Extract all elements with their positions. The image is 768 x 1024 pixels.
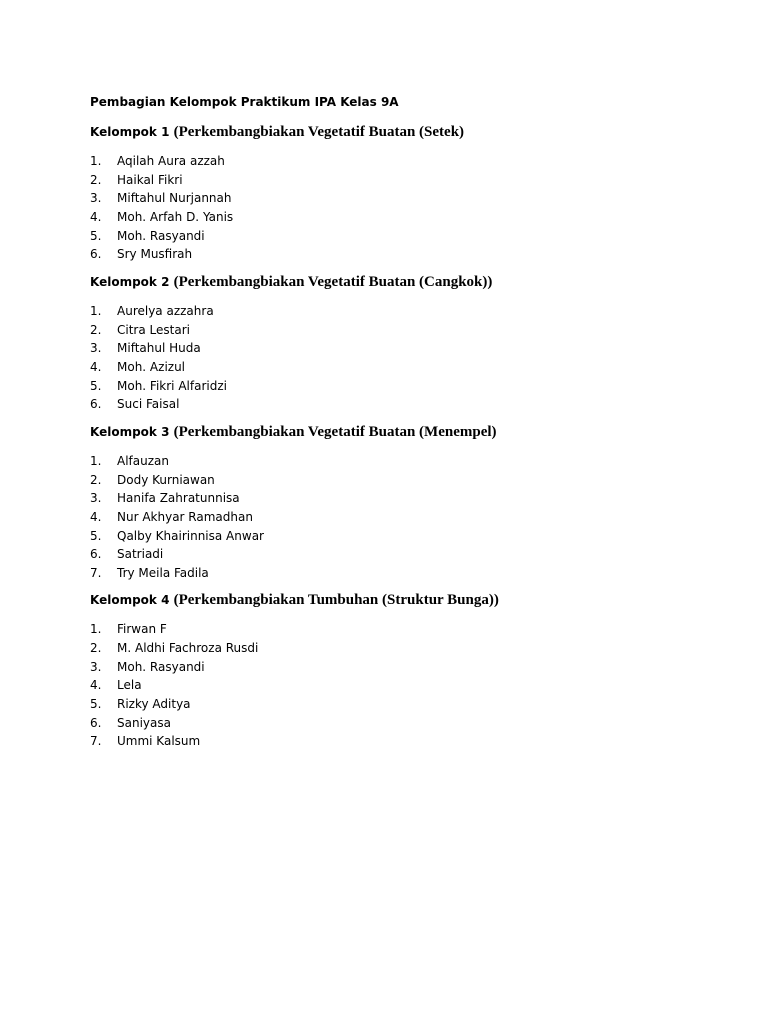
member-number: 5.: [90, 378, 102, 393]
member-name: Haikal Fikri: [117, 172, 183, 187]
member-name: Alfauzan: [117, 453, 169, 468]
member-name: Saniyasa: [117, 715, 171, 730]
member-list-item: [90, 208, 710, 227]
member-number: 2.: [90, 172, 102, 187]
member-list-item: [90, 639, 710, 658]
member-list-item: [90, 245, 710, 264]
member-name: Suci Faisal: [117, 397, 180, 412]
member-number: 1.: [90, 154, 102, 168]
group-topic: (Perkembangbiakan Vegetatif Buatan (Menempel): [173, 423, 497, 440]
member-number: 1.: [90, 303, 102, 318]
member-list: [90, 302, 710, 414]
group-topic: (Perkembangbiakan Tumbuhan (Struktur Bunga)): [173, 592, 499, 609]
member-name: Moh. Rasyandi: [117, 228, 205, 243]
member-list-item: [90, 302, 710, 321]
member-number: 1.: [90, 622, 102, 637]
member-name: Moh. Arfah D. Yanis: [117, 209, 234, 224]
group-section: [90, 272, 710, 414]
member-number: 6.: [90, 247, 102, 262]
group-heading: [90, 272, 710, 292]
member-list-item: [90, 339, 710, 358]
member-number: 2.: [90, 641, 102, 656]
document-body: [90, 94, 710, 751]
group-label: Kelompok 2: [90, 274, 174, 289]
member-number: 2.: [90, 322, 102, 337]
member-number: 7.: [90, 565, 102, 580]
member-list-item: [90, 620, 710, 639]
member-list-item: [90, 377, 710, 396]
member-list-item: [90, 545, 710, 564]
member-name: M. Aldhi Fachroza Rusdi: [117, 641, 259, 656]
member-list: [90, 452, 710, 583]
member-list-item: [90, 489, 710, 508]
member-number: 6.: [90, 397, 102, 412]
member-list-item: [90, 676, 710, 695]
member-name: Miftahul Nurjannah: [117, 191, 232, 206]
member-name: Moh. Fikri Alfaridzi: [117, 378, 227, 393]
member-number: 5.: [90, 228, 102, 243]
group-topic: (Perkembangbiakan Vegetatif Buatan (Setek): [173, 124, 465, 140]
member-list-item: [90, 471, 710, 490]
member-list-item: [90, 171, 710, 190]
member-number: 3.: [90, 491, 102, 506]
member-number: 3.: [90, 659, 102, 674]
member-name: Firwan F: [117, 622, 167, 637]
member-list-item: [90, 732, 710, 751]
member-list-item: [90, 152, 710, 171]
member-list-item: [90, 564, 710, 583]
member-list-item: [90, 695, 710, 714]
member-name: Aqilah Aura azzah: [117, 154, 225, 168]
group-label: Kelompok 1: [90, 125, 174, 139]
group-section: [90, 422, 710, 583]
member-list-item: [90, 395, 710, 414]
member-number: 2.: [90, 472, 102, 487]
member-list-item: [90, 508, 710, 527]
member-name: Qalby Khairinnisa Anwar: [117, 528, 264, 543]
member-number: 6.: [90, 715, 102, 730]
member-name: Nur Akhyar Ramadhan: [117, 509, 253, 524]
member-number: 1.: [90, 453, 102, 468]
member-list-item: [90, 527, 710, 546]
member-name: Try Meila Fadila: [117, 565, 209, 580]
member-list-item: [90, 358, 710, 377]
member-name: Rizky Aditya: [117, 697, 191, 712]
member-list-item: [90, 189, 710, 208]
member-list-item: [90, 227, 710, 246]
member-number: 4.: [90, 209, 102, 224]
member-name: Lela: [117, 678, 142, 693]
group-label: Kelompok 4: [90, 593, 174, 608]
group-heading: [90, 122, 710, 142]
member-number: 3.: [90, 191, 102, 206]
member-number: 3.: [90, 341, 102, 356]
group-label: Kelompok 3: [90, 424, 174, 439]
member-number: 7.: [90, 734, 102, 749]
member-name: Dody Kurniawan: [117, 472, 215, 487]
member-number: 6.: [90, 547, 102, 562]
group-section: [90, 590, 710, 751]
member-number: 5.: [90, 528, 102, 543]
member-list: [90, 152, 710, 264]
document-title: Pembagian Kelompok Praktikum IPA Kelas 9A: [90, 95, 399, 109]
member-number: 4.: [90, 359, 102, 374]
group-section: [90, 122, 710, 264]
member-name: Aurelya azzahra: [117, 303, 214, 318]
member-name: Sry Musfirah: [117, 247, 193, 262]
member-number: 4.: [90, 678, 102, 693]
member-name: Moh. Azizul: [117, 359, 186, 374]
member-name: Moh. Rasyandi: [117, 659, 205, 674]
member-name: Citra Lestari: [117, 322, 190, 337]
member-list-item: [90, 452, 710, 471]
groups-container: [90, 122, 710, 751]
group-heading: [90, 590, 710, 610]
member-name: Satriadi: [117, 547, 164, 562]
member-list-item: [90, 321, 710, 340]
member-number: 5.: [90, 697, 102, 712]
member-list-item: [90, 714, 710, 733]
group-heading: [90, 422, 710, 442]
member-number: 4.: [90, 509, 102, 524]
member-list: [90, 620, 710, 751]
member-list-item: [90, 658, 710, 677]
member-name: Hanifa Zahratunnisa: [117, 491, 240, 506]
member-name: Miftahul Huda: [117, 341, 201, 356]
group-topic: (Perkembangbiakan Vegetatif Buatan (Cangkok)): [173, 273, 493, 290]
member-name: Ummi Kalsum: [117, 734, 201, 749]
